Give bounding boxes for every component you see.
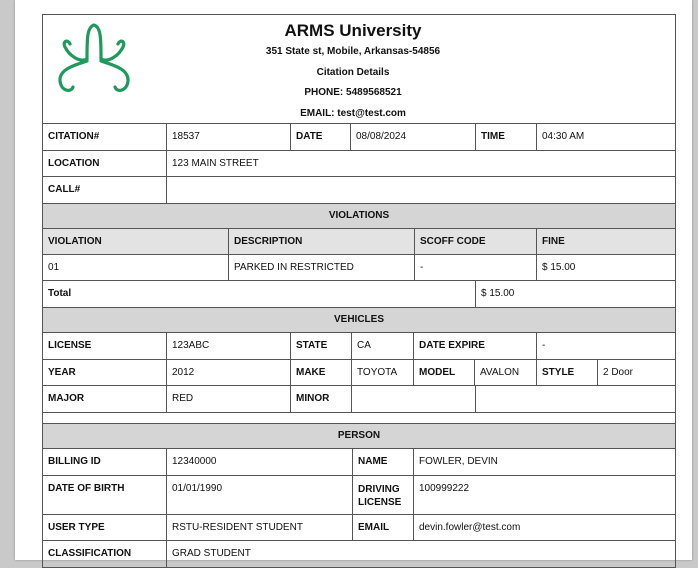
violation-col-header: VIOLATION xyxy=(43,229,229,254)
vehicles-title: VEHICLES xyxy=(43,308,675,333)
person-section-header xyxy=(43,424,675,450)
major-label: MAJOR xyxy=(43,386,167,412)
date-label: DATE xyxy=(291,124,351,150)
location-label: LOCATION xyxy=(43,151,167,177)
person-title: PERSON xyxy=(43,424,675,449)
year-label: YEAR xyxy=(43,360,167,386)
fine-cell: $ 15.00 xyxy=(542,261,576,273)
user-type-value: RSTU-RESIDENT STUDENT xyxy=(167,515,353,541)
person-row-3 xyxy=(43,515,675,542)
person-row-2 xyxy=(43,476,675,515)
date-expire-value: - xyxy=(542,340,546,352)
violations-title: VIOLATIONS xyxy=(43,204,675,229)
minor-value xyxy=(352,386,476,412)
person-row-1 xyxy=(43,449,675,476)
date-expire-label: DATE EXPIRE xyxy=(414,333,537,359)
description-col-header: DESCRIPTION xyxy=(229,229,415,254)
style-value: 2 Door xyxy=(603,366,634,378)
vehicle-row-1 xyxy=(43,333,675,360)
email-label: EMAIL xyxy=(353,515,414,541)
university-address: 351 State st, Mobile, Arkansas-54856 xyxy=(265,46,441,57)
vehicles-section-header xyxy=(43,308,675,334)
fine-col-header: FINE xyxy=(542,235,565,247)
make-label: MAKE xyxy=(291,360,352,386)
model-label: MODEL xyxy=(414,360,475,386)
dob-value: 01/01/1990 xyxy=(167,476,353,514)
citation-label: CITATION# xyxy=(43,124,167,150)
scoff-code-col-header: SCOFF CODE xyxy=(415,229,537,254)
license-value: 123ABC xyxy=(167,333,291,359)
billing-id-label: BILLING ID xyxy=(43,449,167,475)
university-name: ARMS University xyxy=(284,21,422,40)
email-line: EMAIL: test@test.com xyxy=(300,107,406,119)
name-value: FOWLER, DEVIN xyxy=(419,456,498,468)
call-row xyxy=(43,177,675,204)
document-page xyxy=(15,0,692,560)
citation-row xyxy=(43,124,675,151)
dob-label: DATE OF BIRTH xyxy=(43,476,167,514)
citation-value: 18537 xyxy=(167,124,291,150)
location-row xyxy=(43,151,675,178)
violations-column-headers xyxy=(43,229,675,255)
time-label: TIME xyxy=(476,124,537,150)
minor-label: MINOR xyxy=(291,386,352,412)
empty-cell xyxy=(476,386,675,412)
year-value: 2012 xyxy=(167,360,291,386)
total-value: $ 15.00 xyxy=(481,288,515,300)
style-label: STYLE xyxy=(537,360,598,386)
call-value xyxy=(167,177,675,203)
state-value: CA xyxy=(352,333,414,359)
document-header xyxy=(43,15,675,124)
time-value: 04:30 AM xyxy=(542,131,585,143)
vehicle-row-2 xyxy=(43,360,675,387)
violation-cell: 01 xyxy=(43,255,229,281)
location-value: 123 MAIN STREET xyxy=(172,157,259,169)
total-row xyxy=(43,281,675,308)
violations-section-header xyxy=(43,204,675,230)
driving-license-label: DRIVING LICENSE xyxy=(353,476,414,514)
vehicle-row-3 xyxy=(43,386,675,413)
major-value: RED xyxy=(167,386,291,412)
total-label: Total xyxy=(43,281,476,307)
document-subtitle: Citation Details xyxy=(316,66,390,78)
date-value: 08/08/2024 xyxy=(351,124,476,150)
driving-license-value: 100999222 xyxy=(419,482,470,494)
name-label: NAME xyxy=(353,449,414,475)
scoff-code-cell: - xyxy=(415,255,537,281)
citation-document xyxy=(42,14,676,568)
university-logo xyxy=(49,19,139,99)
user-type-label: USER TYPE xyxy=(43,515,167,541)
description-cell: PARKED IN RESTRICTED xyxy=(229,255,415,281)
state-label: STATE xyxy=(291,333,352,359)
classification-label: CLASSIFICATION xyxy=(43,541,167,567)
model-value: AVALON xyxy=(475,360,537,386)
license-label: LICENSE xyxy=(43,333,167,359)
phone-line: PHONE: 5489568521 xyxy=(304,87,402,98)
call-label: CALL# xyxy=(43,177,167,203)
person-row-4 xyxy=(43,541,675,568)
classification-value: GRAD STUDENT xyxy=(172,548,251,560)
billing-id-value: 12340000 xyxy=(167,449,353,475)
table-row xyxy=(43,255,675,282)
section-spacer xyxy=(43,413,675,424)
make-value: TOYOTA xyxy=(352,360,414,386)
email-value: devin.fowler@test.com xyxy=(419,521,521,533)
